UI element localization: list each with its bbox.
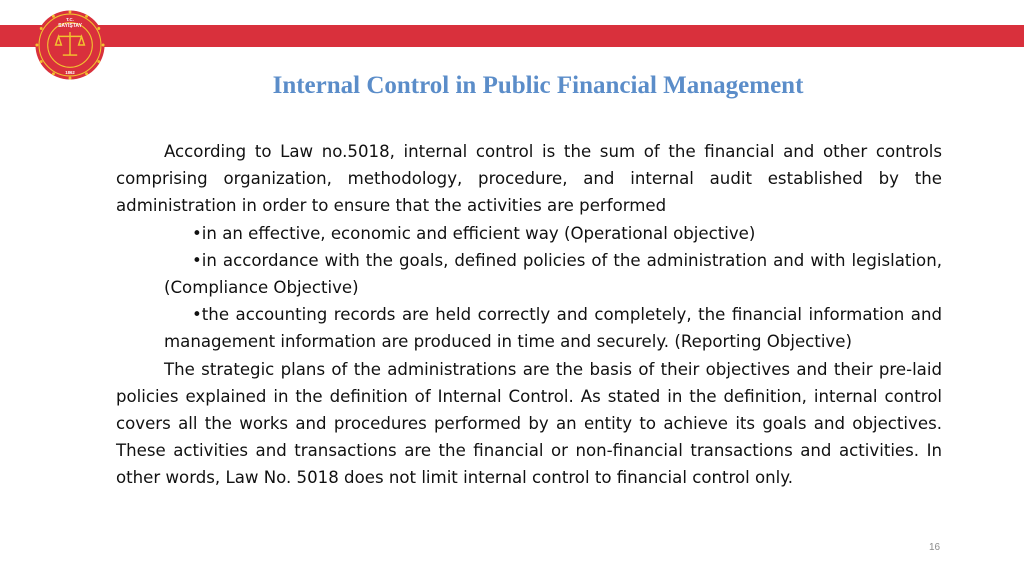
page-number: 16 [929, 542, 941, 553]
bullet-reporting [116, 301, 942, 355]
sayistay-logo [34, 9, 106, 81]
closing-paragraph: The strategic plans of the administrations are the basis of their objectives and their pre-laid policies explained in the definition of Internal Control. As stated in the definition, internal control covers all the works and procedures performed by an entity to achieve its goals and objectives. These activities and transactions are the financial or non-financial transactions and activities. In other words, Law No. 5018 does not limit internal control to financial control only. [116, 359, 942, 488]
svg-text:T.C.: T.C. [66, 17, 74, 23]
bullet-text: the accounting records are held correctly and completely, the financial information and management information are produced in time and securely. (Reporting Objective) [164, 305, 942, 352]
slide-body [116, 138, 942, 492]
intro-paragraph: According to Law no.5018, internal control is the sum of the financial and other controls comprising organization, methodology, procedure, and internal audit established by the administration in order to ensure that the activities are performed [116, 142, 942, 216]
bullet-icon: • [192, 223, 202, 243]
header-band [0, 25, 1024, 47]
bullet-icon: • [192, 250, 202, 270]
svg-text:1862: 1862 [65, 69, 75, 75]
bullet-operational [116, 220, 942, 247]
court-of-accounts-emblem-icon [34, 9, 106, 81]
slide-title: Internal Control in Public Financial Management [272, 72, 804, 99]
bullet-text: in an effective, economic and efficient way (Operational objective) [201, 223, 756, 243]
bullet-compliance [116, 247, 942, 301]
bullet-icon: • [192, 305, 202, 325]
bullet-text: in accordance with the goals, defined policies of the administration and with legislation, (Compliance Objective) [164, 250, 942, 298]
svg-text:SAYIŞTAY: SAYIŞTAY [58, 23, 82, 29]
